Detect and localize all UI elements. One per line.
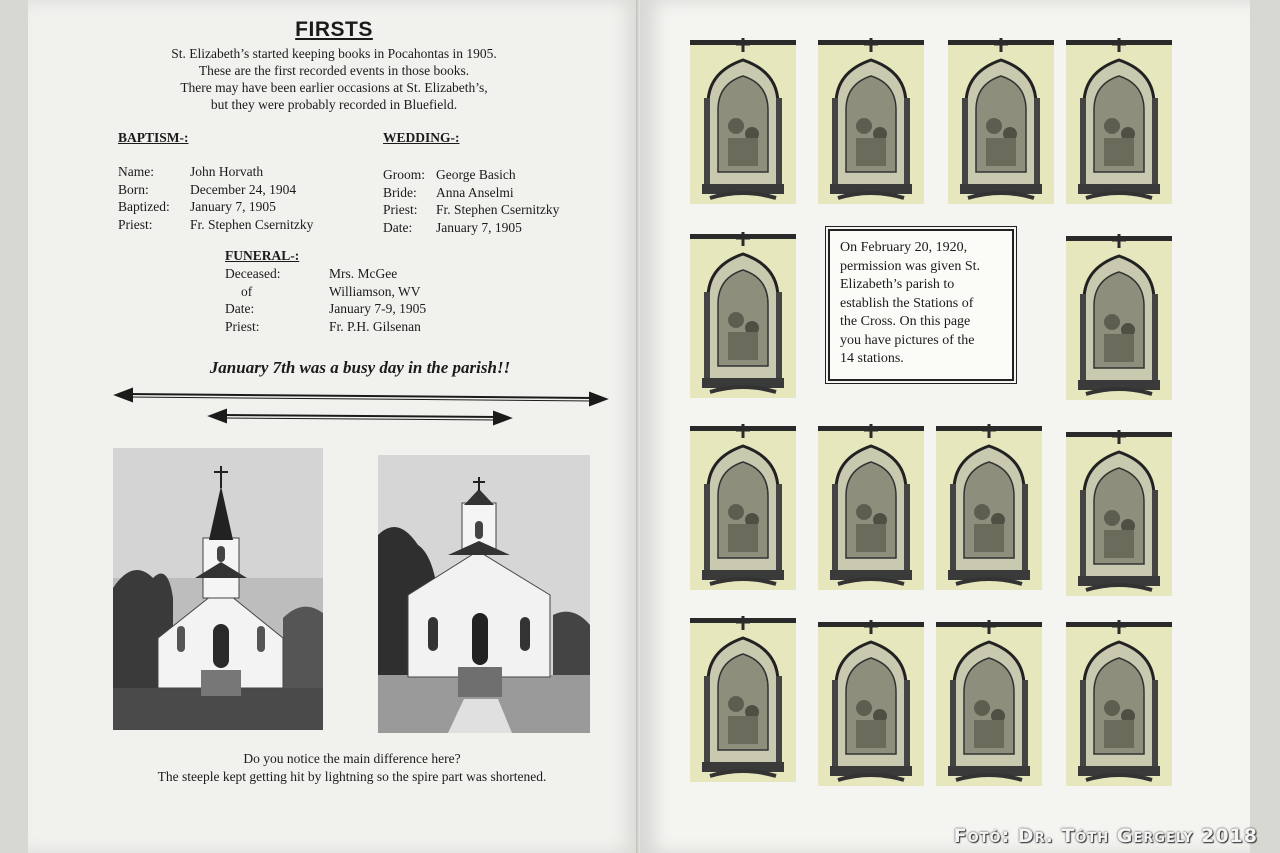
station-of-the-cross-image — [936, 424, 1042, 592]
station-of-the-cross-image — [818, 620, 924, 788]
intro-line: There may have been earlier occasions at St. Elizabeth’s, — [180, 80, 488, 95]
record-value: Fr. Stephen Csernitzky — [190, 216, 314, 232]
record-value: December 24, 1904 — [190, 181, 297, 197]
record-value: Williamson, WV — [329, 283, 421, 299]
record-label: Date: — [225, 301, 255, 316]
info-line: permission was given St. — [840, 258, 980, 274]
record-label: Baptized: — [118, 199, 170, 214]
stations-info-box — [828, 229, 1014, 381]
photo-credit-watermark: Fotó: Dr. Tóth Gergely 2018 — [953, 825, 1258, 847]
info-line: 14 stations. — [840, 351, 904, 366]
page-title: FIRSTS — [295, 18, 373, 41]
record-label: Priest: — [118, 216, 153, 232]
intro-line: St. Elizabeth’s started keeping books in Pocahontas in 1905. — [171, 46, 497, 61]
church-photo-tall-spire — [113, 448, 323, 730]
station-of-the-cross-image — [948, 38, 1054, 206]
intro-line: but they were probably recorded in Bluefield. — [210, 97, 458, 112]
caption-line: Do you notice the main difference here? — [243, 751, 461, 766]
station-of-the-cross-image — [690, 232, 796, 400]
church-photo-short-spire — [378, 455, 590, 733]
record-value: January 7, 1905 — [436, 219, 522, 235]
record-value: Anna Anselmi — [436, 184, 514, 200]
record-label: Bride: — [383, 184, 417, 200]
record-value: John Horvath — [190, 164, 264, 179]
info-line: you have pictures of the — [840, 332, 975, 348]
record-value: Mrs. McGee — [329, 266, 398, 281]
record-value: January 7-9, 1905 — [329, 301, 427, 316]
funeral-heading: FUNERAL-: — [225, 248, 300, 263]
record-label: Deceased: — [225, 266, 281, 281]
arrow-head-left — [210, 410, 226, 422]
wedding-heading: WEDDING-: — [383, 130, 460, 145]
record-label: Groom: — [383, 167, 425, 182]
record-label: of — [241, 283, 253, 299]
info-line: the Cross. On this page — [840, 314, 971, 329]
info-line: establish the Stations of — [840, 295, 974, 311]
station-of-the-cross-image — [690, 424, 796, 592]
station-of-the-cross-image — [818, 38, 924, 206]
arrow-head-right — [590, 393, 606, 405]
record-label: Name: — [118, 164, 154, 179]
arrow-head-right — [494, 412, 510, 424]
arrow-head-left — [116, 389, 132, 401]
caption-line: The steeple kept getting hit by lightning so the spire part was shortened. — [157, 769, 547, 784]
record-value: George Basich — [436, 167, 516, 182]
station-of-the-cross-image — [1066, 38, 1172, 206]
record-value: Fr. P.H. Gilsenan — [329, 318, 421, 334]
station-of-the-cross-image — [690, 38, 796, 206]
info-line: Elizabeth’s parish to — [840, 277, 955, 292]
record-value: January 7, 1905 — [190, 199, 276, 214]
intro-line: These are the first recorded events in those books. — [198, 63, 470, 78]
station-of-the-cross-image — [1066, 234, 1172, 402]
station-of-the-cross-image — [818, 424, 924, 592]
station-of-the-cross-image — [1066, 620, 1172, 788]
station-of-the-cross-image — [1066, 430, 1172, 598]
baptism-heading: BAPTISM-: — [118, 130, 189, 145]
double-arrows — [0, 0, 640, 440]
short-arrow-line — [222, 415, 498, 417]
photo-caption — [112, 750, 592, 786]
station-of-the-cross-image — [936, 620, 1042, 788]
info-line: On February 20, 1920, — [840, 240, 968, 255]
record-value: Fr. Stephen Csernitzky — [436, 202, 560, 217]
record-label: Priest: — [225, 318, 260, 334]
busy-day-banner: January 7th was a busy day in the parish!! — [209, 358, 511, 377]
station-of-the-cross-image — [690, 616, 796, 784]
record-label: Priest: — [383, 202, 418, 217]
record-label: Born: — [118, 181, 149, 197]
record-label: Date: — [383, 219, 413, 235]
